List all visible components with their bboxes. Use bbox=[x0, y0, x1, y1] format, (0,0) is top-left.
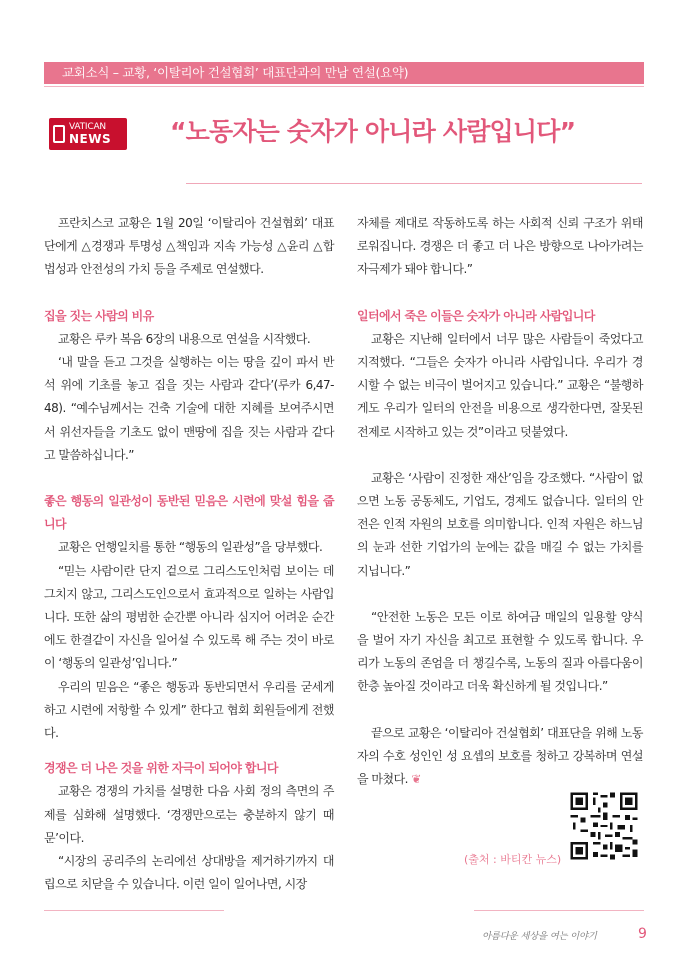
closing-text: 끝으로 교황은 ‘이탈리아 건설협회’ 대표단을 위해 노동자의 수호 성인인 성 요셉의 보호를 청하고 강복하며 연설을 마쳤다. bbox=[357, 725, 643, 787]
right-column bbox=[357, 212, 643, 791]
left-column bbox=[44, 212, 334, 896]
paragraph: 교황은 루카 복음 6장의 내용으로 연설을 시작했다. bbox=[58, 331, 311, 346]
paragraph: 자체를 제대로 작동하도록 하는 사회적 신뢰 구조가 위태로워집니다. 경쟁은 더 좋고 더 나은 방향으로 나아가려는 자극제가 돼야 합니다.” bbox=[357, 216, 643, 277]
footer-rule-left bbox=[44, 910, 224, 911]
page-number: 9 bbox=[638, 926, 647, 942]
logo-line2: NEWS bbox=[69, 132, 112, 146]
logo-line1: VATICAN bbox=[69, 122, 106, 132]
header-divider bbox=[44, 86, 644, 87]
article-headline: “노동자는 숫자가 아니라 사람입니다” bbox=[170, 117, 576, 146]
headline-rule bbox=[186, 183, 642, 184]
paragraph: “믿는 사람이란 단지 겉으로 그리스도인처럼 보이는 데 그치지 않고, 그리스도인으로서 효과적으로 일하는 사람입니다. 또한 삶의 평범한 순간뿐 아니라 심지어 어려운 순간에도 한결같이 자신을 일어설 수 있도록 해 주는 것이 바로 이 ‘행동의 일관성’입니다.” bbox=[44, 563, 334, 671]
subheading-4: 일터에서 죽은 이들은 숫자가 아니라 사람입니다 bbox=[357, 308, 595, 323]
subheading-2: 좋은 행동의 일관성이 동반된 믿음은 시련에 맞설 힘을 줍니다 bbox=[44, 494, 334, 532]
paragraph: “시장의 공리주의 논리에선 상대방을 제거하기까지 대립으로 치닫을 수 있습니다. 이런 일이 일어나면, 시장 bbox=[44, 854, 334, 892]
closing-paragraph bbox=[357, 722, 643, 792]
subheading-3: 경쟁은 더 나은 것을 위한 자극이 되어야 합니다 bbox=[44, 761, 278, 776]
source-credit: (출처 : 바티칸 뉴스) bbox=[464, 853, 562, 866]
paragraph: 교황은 ‘사람이 진정한 재산’임을 강조했다. “사람이 없으면 노동 공동체도, 기업도, 경제도 없습니다. 일터의 안전은 인적 자원의 보호를 의미합니다. 인적 자원은 하느님의 눈과 선한 기업가의 눈에는 값을 매길 수 없는 가치를 지닙니다.” bbox=[357, 470, 643, 578]
vatican-news-logo bbox=[49, 118, 127, 150]
footer-slogan: 아름다운 세상을 여는 이야기 bbox=[482, 931, 597, 942]
paragraph: 교황은 경쟁의 가치를 설명한 다음 사회 정의 측면의 주제를 심화해 설명했다. ‘경쟁만으로는 충분하지 않기 때문’이다. bbox=[44, 784, 334, 845]
qr-code-icon[interactable] bbox=[568, 790, 640, 862]
paragraph: 교황은 지난해 일터에서 너무 많은 사람들이 죽었다고 지적했다. “그들은 숫자가 아니라 사람입니다. 우리가 경시할 수 없는 비극이 벌어지고 있습니다.” 교황은 “불행하게도 우리가 일터의 안전을 비용으로 생각한다면, 잘못된 전제로 시작하고 있는 것”이라고 덧붙였다. bbox=[357, 331, 643, 439]
paragraph: 우리의 믿음은 “좋은 행동과 동반되면서 우리를 굳세게 하고 시련에 저항할 수 있게” 한다고 협회 회원들에게 전했다. bbox=[44, 679, 334, 741]
logo-mark-icon bbox=[53, 125, 65, 143]
paragraph: ‘내 말을 듣고 그것을 실행하는 이는 땅을 깊이 파서 반석 위에 기초를 놓고 집을 짓는 사람과 같다’(루카 6,47-48). “예수님께서는 건축 기술에 대한 지혜를 보여주시면서 위선자들을 기초도 없이 맨땅에 집을 짓는 사람과 같다고 말씀하십니다.” bbox=[44, 355, 334, 462]
paragraph: 교황은 언행일치를 통한 “행동의 일관성”을 당부했다. bbox=[58, 540, 323, 555]
footer-rule-right bbox=[474, 910, 644, 911]
section-label: 교회소식 – 교황, ‘이탈리아 건설협회’ 대표단과의 만남 연설(요약) bbox=[62, 65, 409, 80]
subheading-1: 집을 짓는 사람의 비유 bbox=[44, 308, 154, 323]
leaf-icon: ❦ bbox=[411, 772, 421, 787]
paragraph: “안전한 노동은 모든 이로 하여금 매일의 일용할 양식을 벌어 자기 자신을 최고로 표현할 수 있도록 합니다. 우리가 노동의 존엄을 더 챙길수록, 노동의 질과 아름다움이 한층 높아질 것이라고 더욱 확신하게 될 것입니다.” bbox=[357, 609, 643, 694]
intro-paragraph: 프란치스코 교황은 1월 20일 ‘이탈리아 건설협회’ 대표단에게 △경쟁과 투명성 △책임과 지속 가능성 △윤리 △합법성과 안전성의 가치 등을 주제로 연설했다. bbox=[44, 216, 334, 277]
